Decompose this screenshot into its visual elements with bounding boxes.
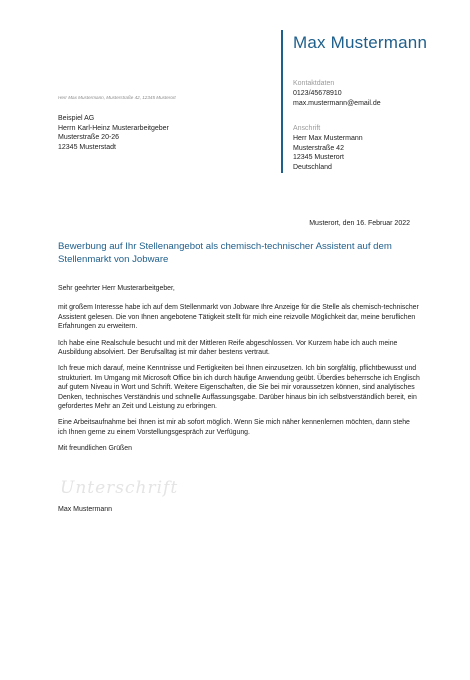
address-line: 12345 Musterort (293, 154, 344, 162)
recipient-line: Musterstraße 20-26 (58, 134, 120, 142)
recipient-line: 12345 Musterstadt (58, 143, 116, 151)
closing: Mit freundlichen Grüßen (58, 445, 132, 453)
email-address: max.mustermann@email.de (293, 100, 381, 107)
letter-date: Musterort, den 16. Februar 2022 (309, 220, 410, 227)
address-line: Herr Max Mustermann (293, 135, 363, 142)
address-label: Anschrift (293, 125, 321, 132)
sender-address (293, 134, 363, 172)
phone-number: 0123/45678910 (293, 90, 342, 97)
body-paragraph: Ich habe eine Realschule besucht und mit der Mittleren Reife abgeschlossen. Vor Kurzem habe ich auch meine Ausbildung absolviert. Der Berufsalltag ist mir daher bestens vertraut. (58, 339, 398, 357)
recipient-line: Herrn Karl-Heinz Musterarbeitgeber (58, 124, 169, 132)
header-divider-line (281, 30, 283, 173)
sender-return-line: Herr Max Mustermann, Musterstraße 42, 12345 Musterort (58, 95, 176, 100)
signer-name: Max Mustermann (58, 506, 113, 513)
address-line: Deutschland (293, 163, 332, 171)
applicant-name: Max Mustermann (293, 33, 428, 52)
recipient-line: Beispiel AG (58, 115, 95, 122)
recipient-address (58, 114, 169, 152)
contact-label: Kontaktdaten (293, 80, 335, 87)
body-paragraph: Ich freue mich darauf, meine Kenntnisse und Fertigkeiten bei Ihnen einzusetzen. Ich bin sorgfältig, pflichtbewusst und strukturiert. Im Umgang mit Microsoft Office bin ich durch häufige Anwendung geübt. Überdies beherrsche ich Englisch auf gutem Niveau in Wort und Schrift. Weitere Eigenschaften, die Sie bei mir voraussetzen können, sind analytisches Denken, technisches Verständnis und schnelle Auffassungsgabe. Darüber hinaus bin ich selbstverständlich bereit, ein gefordertes Mehr an Zeit und Leistung zu erbringen. (58, 365, 420, 411)
salutation: Sehr geehrter Herr Musterarbeitgeber, (58, 285, 175, 292)
address-line: Musterstraße 42 (293, 144, 344, 152)
body-paragraph: mit großem Interesse habe ich auf dem Stellenmarkt von Jobware Ihre Anzeige für die Stelle als chemisch-technischer Assistent gelesen. Die von Ihnen angebotene Tätigkeit stellt für mich eine reizvolle Möglichkeit dar, meine beruflichen Erfahrungen zu erweitern. (58, 304, 419, 331)
signature-placeholder: Unterschrift (60, 478, 179, 498)
letter-body (58, 284, 420, 461)
letter-subject: Bewerbung auf Ihr Stellenangebot als chemisch-technischer Assistent auf dem Stellenmarkt von Jobware (58, 241, 392, 265)
body-paragraph: Eine Arbeitsaufnahme bei Ihnen ist mir ab sofort möglich. Wenn Sie mich näher kennenlernen möchten, dann stehe ich Ihnen gerne zu einem Vorstellungsgespräch zur Verfügung. (58, 419, 410, 436)
